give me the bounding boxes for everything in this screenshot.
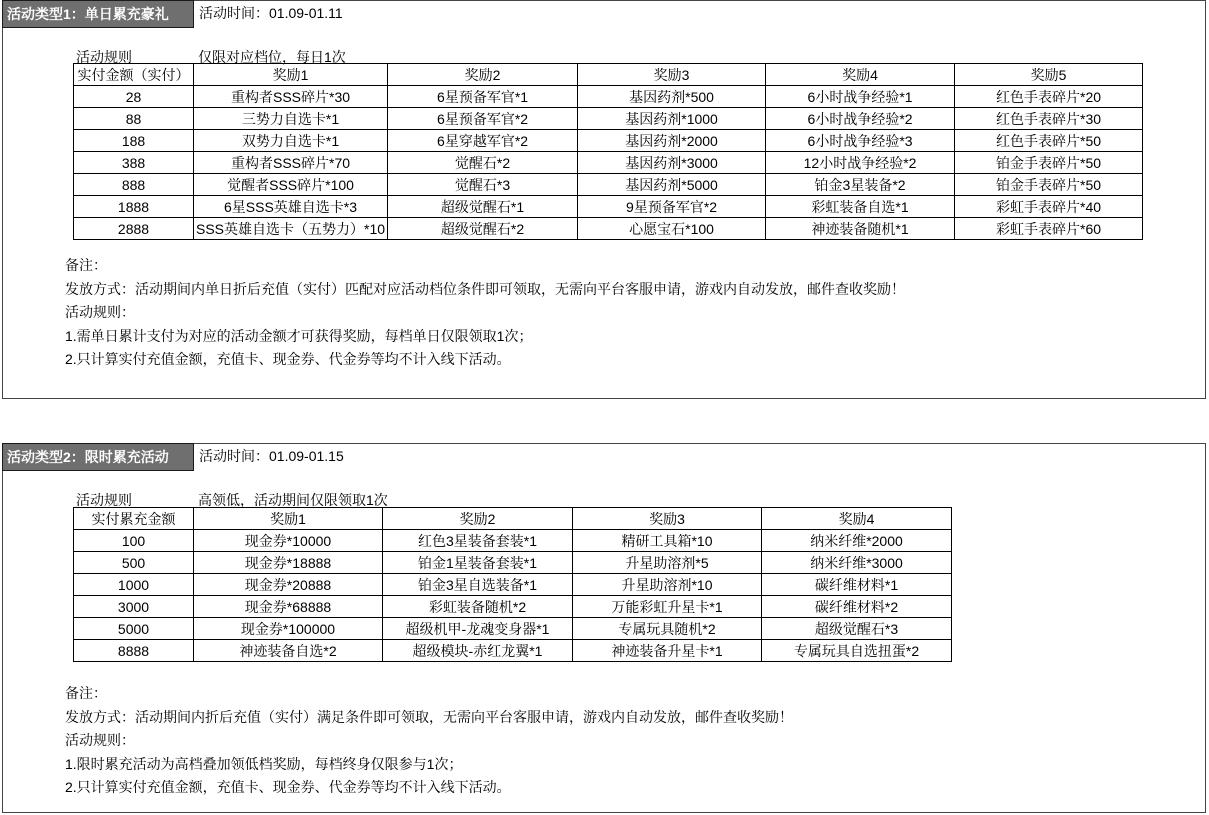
table-row xyxy=(74,552,952,574)
reward-table-2 xyxy=(73,507,952,662)
table-row xyxy=(74,574,952,596)
table-cell: 升星助溶剂*10 xyxy=(573,574,762,596)
note-line: 1.需单日累计支付为对应的活动金额才可获得奖励，每档单日仅限领取1次； xyxy=(65,327,533,344)
table-cell: 888 xyxy=(74,174,194,196)
table-cell: 心愿宝石*100 xyxy=(578,218,766,240)
table-cell: 纳米纤维*2000 xyxy=(762,530,952,552)
table-cell: 神迹装备自选*2 xyxy=(194,640,383,662)
note-line: 发放方式：活动期间内折后充值（实付）满足条件即可领取，无需向平台客服申请，游戏内自动发放，邮件查收奖励！ xyxy=(65,708,793,725)
table-cell: 88 xyxy=(74,108,194,130)
activity-time-label: 活动时间：01.09-01.11 xyxy=(199,5,343,21)
note-line: 2.只计算实付充值金额，充值卡、现金券、代金券等均不计入线下活动。 xyxy=(65,351,511,367)
table-cell: 388 xyxy=(74,152,194,174)
table-cell: 6星预备军官*2 xyxy=(388,108,578,130)
table-cell: 彩虹手表碎片*40 xyxy=(955,196,1143,218)
rules-label: 活动规则 xyxy=(76,49,132,65)
table-cell: 现金券*20888 xyxy=(194,574,383,596)
table-cell: 9星预备军官*2 xyxy=(578,196,766,218)
table-cell: 超级机甲-龙魂变身器*1 xyxy=(383,618,573,640)
table-cell: 现金券*10000 xyxy=(194,530,383,552)
table-cell: 铂金手表碎片*50 xyxy=(955,174,1143,196)
table-cell: 纳米纤维*3000 xyxy=(762,552,952,574)
column-header: 奖励3 xyxy=(573,508,762,530)
table-cell: 万能彩虹升星卡*1 xyxy=(573,596,762,618)
table-cell: 专属玩具自选扭蛋*2 xyxy=(762,640,952,662)
table-cell: 三势力自选卡*1 xyxy=(194,108,388,130)
activity-type-badge: 活动类型2：限时累充活动 xyxy=(2,443,194,471)
table-cell: 188 xyxy=(74,130,194,152)
table-cell: 彩虹装备随机*2 xyxy=(383,596,573,618)
notes-block xyxy=(65,682,1195,800)
table-cell: 红色手表碎片*50 xyxy=(955,130,1143,152)
table-cell: 铂金手表碎片*50 xyxy=(955,152,1143,174)
table-row xyxy=(74,640,952,662)
activity-section-2 xyxy=(2,443,1206,813)
table-cell: 现金券*100000 xyxy=(194,618,383,640)
table-cell: 铂金3星自选装备*1 xyxy=(383,574,573,596)
table-cell: 铂金3星装备*2 xyxy=(766,174,955,196)
column-header: 奖励1 xyxy=(194,508,383,530)
table-cell: 100 xyxy=(74,530,194,552)
table-row xyxy=(74,174,1143,196)
table-cell: 重构者SSS碎片*30 xyxy=(194,86,388,108)
table-cell: 神迹装备随机*1 xyxy=(766,218,955,240)
column-header: 奖励1 xyxy=(194,64,388,86)
table-cell: 觉醒石*3 xyxy=(388,174,578,196)
note-line: 2.只计算实付充值金额，充值卡、现金券、代金券等均不计入线下活动。 xyxy=(65,779,511,795)
table-cell: 专属玩具随机*2 xyxy=(573,618,762,640)
table-cell: 神迹装备升星卡*1 xyxy=(573,640,762,662)
table-cell: 基因药剂*5000 xyxy=(578,174,766,196)
table-cell: 基因药剂*500 xyxy=(578,86,766,108)
table-cell: 8888 xyxy=(74,640,194,662)
table-cell: 红色3星装备套装*1 xyxy=(383,530,573,552)
column-header: 实付累充金额 xyxy=(74,508,194,530)
note-line: 备注： xyxy=(65,257,107,273)
table-cell: 基因药剂*3000 xyxy=(578,152,766,174)
table-cell: 红色手表碎片*30 xyxy=(955,108,1143,130)
column-header: 奖励2 xyxy=(388,64,578,86)
note-line: 1.限时累充活动为高档叠加领低档奖励，每档终身仅限参与1次； xyxy=(65,755,463,772)
table-header-row xyxy=(74,508,952,530)
table-row xyxy=(74,130,1143,152)
table-cell: 6星预备军官*1 xyxy=(388,86,578,108)
table-cell: SSS英雄自选卡（五势力）*10 xyxy=(194,218,388,240)
note-line: 活动规则： xyxy=(65,732,135,748)
table-cell: 基因药剂*2000 xyxy=(578,130,766,152)
table-cell: 2888 xyxy=(74,218,194,240)
activity-time-label: 活动时间：01.09-01.15 xyxy=(199,448,344,464)
table-cell: 现金券*68888 xyxy=(194,596,383,618)
table-cell: 超级模块-赤红龙翼*1 xyxy=(383,640,573,662)
table-cell: 基因药剂*1000 xyxy=(578,108,766,130)
table-cell: 双势力自选卡*1 xyxy=(194,130,388,152)
table-cell: 觉醒石*2 xyxy=(388,152,578,174)
table-cell: 28 xyxy=(74,86,194,108)
notes-block xyxy=(65,254,1195,372)
table-cell: 5000 xyxy=(74,618,194,640)
table-cell: 6小时战争经验*3 xyxy=(766,130,955,152)
activity-section-1 xyxy=(2,0,1206,399)
column-header: 奖励2 xyxy=(383,508,573,530)
table-row xyxy=(74,218,1143,240)
table-cell: 碳纤维材料*2 xyxy=(762,596,952,618)
table-cell: 现金券*18888 xyxy=(194,552,383,574)
table-cell: 精研工具箱*10 xyxy=(573,530,762,552)
table-cell: 6星穿越军官*2 xyxy=(388,130,578,152)
table-row xyxy=(74,596,952,618)
activity-type-badge: 活动类型1：单日累充豪礼 xyxy=(2,0,194,28)
table-row xyxy=(74,618,952,640)
table-cell: 升星助溶剂*5 xyxy=(573,552,762,574)
note-line: 备注： xyxy=(65,685,107,701)
rules-value: 仅限对应档位，每日1次 xyxy=(198,49,346,65)
table-cell: 1888 xyxy=(74,196,194,218)
table-cell: 超级觉醒石*2 xyxy=(388,218,578,240)
table-cell: 重构者SSS碎片*70 xyxy=(194,152,388,174)
table-cell: 觉醒者SSS碎片*100 xyxy=(194,174,388,196)
rules-value: 高领低，活动期间仅限领取1次 xyxy=(198,492,388,508)
table-row xyxy=(74,86,1143,108)
note-line: 活动规则： xyxy=(65,304,135,320)
table-cell: 铂金1星装备套装*1 xyxy=(383,552,573,574)
reward-table-1 xyxy=(73,63,1143,240)
column-header: 奖励3 xyxy=(578,64,766,86)
table-cell: 超级觉醒石*1 xyxy=(388,196,578,218)
table-cell: 1000 xyxy=(74,574,194,596)
table-cell: 红色手表碎片*20 xyxy=(955,86,1143,108)
table-cell: 500 xyxy=(74,552,194,574)
column-header: 实付金额（实付） xyxy=(74,64,194,86)
table-cell: 12小时战争经验*2 xyxy=(766,152,955,174)
table-cell: 碳纤维材料*1 xyxy=(762,574,952,596)
table-cell: 6小时战争经验*2 xyxy=(766,108,955,130)
table-header-row xyxy=(74,64,1143,86)
column-header: 奖励4 xyxy=(762,508,952,530)
column-header: 奖励4 xyxy=(766,64,955,86)
table-row xyxy=(74,108,1143,130)
column-header: 奖励5 xyxy=(955,64,1143,86)
table-cell: 超级觉醒石*3 xyxy=(762,618,952,640)
note-line: 发放方式：活动期间内单日折后充值（实付）匹配对应活动档位条件即可领取，无需向平台客服申请，游戏内自动发放，邮件查收奖励！ xyxy=(65,280,905,297)
table-row xyxy=(74,196,1143,218)
table-cell: 彩虹手表碎片*60 xyxy=(955,218,1143,240)
rules-label: 活动规则 xyxy=(76,492,132,508)
table-row xyxy=(74,530,952,552)
table-cell: 6星SSS英雄自选卡*3 xyxy=(194,196,388,218)
table-cell: 3000 xyxy=(74,596,194,618)
table-cell: 彩虹装备自选*1 xyxy=(766,196,955,218)
table-cell: 6小时战争经验*1 xyxy=(766,86,955,108)
table-row xyxy=(74,152,1143,174)
